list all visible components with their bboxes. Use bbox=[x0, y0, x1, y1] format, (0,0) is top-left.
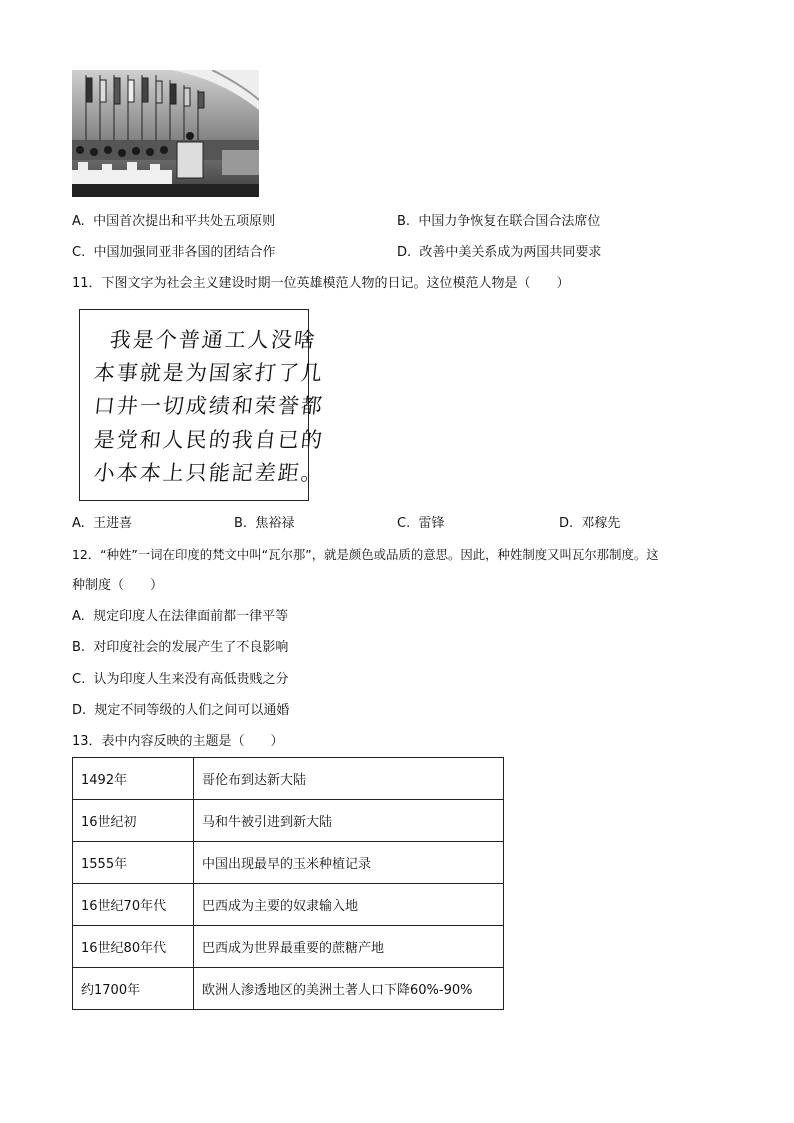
table-cell-period: 1492年 bbox=[73, 758, 194, 800]
conference-photo-drawing bbox=[72, 70, 259, 197]
option-text: 规定印度人在法律面前都一律平等 bbox=[93, 609, 289, 624]
table-cell-event: 巴西成为主要的奴隶输入地 bbox=[194, 884, 504, 926]
option-text: 规定不同等级的人们之间可以通婚 bbox=[94, 703, 290, 718]
table-row bbox=[73, 800, 504, 842]
q13-table bbox=[72, 757, 504, 1010]
option-text: 改善中美关系成为两国共同要求 bbox=[419, 245, 602, 260]
table-row bbox=[73, 758, 504, 800]
q12-stem-line2: 种制度（ ） bbox=[72, 578, 164, 593]
option-letter: A. bbox=[72, 609, 85, 624]
diary-line: 我是个普通工人没啥 bbox=[108, 328, 319, 352]
table-cell-period: 1555年 bbox=[73, 842, 194, 884]
option-text: 认为印度人生来没有高低贵贱之分 bbox=[93, 672, 289, 687]
q11-option-d bbox=[559, 515, 620, 533]
table-row bbox=[73, 842, 504, 884]
q12-option-a bbox=[72, 608, 288, 626]
q11-option-c bbox=[397, 515, 445, 533]
option-letter: B. bbox=[397, 214, 411, 229]
q10-option-c bbox=[72, 244, 276, 262]
q12-option-d bbox=[72, 702, 289, 720]
table-cell-event: 中国出现最早的玉米种植记录 bbox=[194, 842, 504, 884]
option-letter: B. bbox=[234, 516, 248, 531]
q12-option-b bbox=[72, 639, 288, 657]
table-cell-period: 约1700年 bbox=[73, 968, 194, 1010]
option-letter: B. bbox=[72, 640, 86, 655]
table-cell-event: 马和牛被引进到新大陆 bbox=[194, 800, 504, 842]
diary-image bbox=[79, 309, 326, 501]
table-cell-period: 16世纪80年代 bbox=[73, 926, 194, 968]
option-text: 雷锋 bbox=[418, 516, 445, 531]
q10-option-b bbox=[397, 213, 600, 231]
q13-stem: 13．表中内容反映的主题是（ ） bbox=[72, 734, 284, 749]
option-letter: A. bbox=[72, 516, 85, 531]
table-cell-event: 哥伦布到达新大陆 bbox=[194, 758, 504, 800]
option-letter: A. bbox=[72, 214, 85, 229]
q10-option-d bbox=[397, 244, 601, 262]
option-text: 焦裕禄 bbox=[255, 516, 295, 531]
option-letter: D. bbox=[72, 703, 87, 718]
option-text: 王进喜 bbox=[93, 516, 133, 531]
table-cell-period: 16世纪70年代 bbox=[73, 884, 194, 926]
option-letter: C. bbox=[72, 672, 86, 687]
conference-photo bbox=[72, 70, 259, 197]
table-cell-event: 巴西成为世界最重要的蔗糖产地 bbox=[194, 926, 504, 968]
diary-line: 小本本上只能記差距。 bbox=[92, 461, 326, 485]
table-row bbox=[73, 884, 504, 926]
q11-option-b bbox=[234, 515, 294, 533]
table-row bbox=[73, 926, 504, 968]
diary-line: 口井一切成绩和荣誉都 bbox=[92, 394, 326, 418]
q11-option-a bbox=[72, 515, 132, 533]
option-letter: D. bbox=[559, 516, 574, 531]
option-text: 对印度社会的发展产生了不良影响 bbox=[93, 640, 289, 655]
option-text: 中国力争恢复在联合国合法席位 bbox=[418, 214, 601, 229]
table-cell-event: 欧洲人渗透地区的美洲土著人口下降60%-90% bbox=[194, 968, 504, 1010]
table-cell-period: 16世纪初 bbox=[73, 800, 194, 842]
table-row bbox=[73, 968, 504, 1010]
option-letter: C. bbox=[72, 245, 86, 260]
option-letter: D. bbox=[397, 245, 412, 260]
option-text: 邓稼先 bbox=[581, 516, 621, 531]
q10-option-a bbox=[72, 213, 275, 231]
option-text: 中国加强同亚非各国的团结合作 bbox=[93, 245, 276, 260]
q12-option-c bbox=[72, 671, 289, 689]
q11-stem: 11．下图文字为社会主义建设时期一位英雄模范人物的日记。这位模范人物是（ ） bbox=[72, 276, 570, 291]
q12-stem-line1: 12．“种姓”一词在印度的梵文中叫“瓦尔那”，就是颜色或品质的意思。因此，种姓制度又叫瓦尔那制度。这 bbox=[72, 547, 659, 562]
diary-line: 本事就是为国家打了几 bbox=[92, 361, 326, 385]
option-text: 中国首次提出和平共处五项原则 bbox=[93, 214, 276, 229]
diary-line: 是党和人民的我自已的 bbox=[92, 428, 326, 452]
option-letter: C. bbox=[397, 516, 411, 531]
